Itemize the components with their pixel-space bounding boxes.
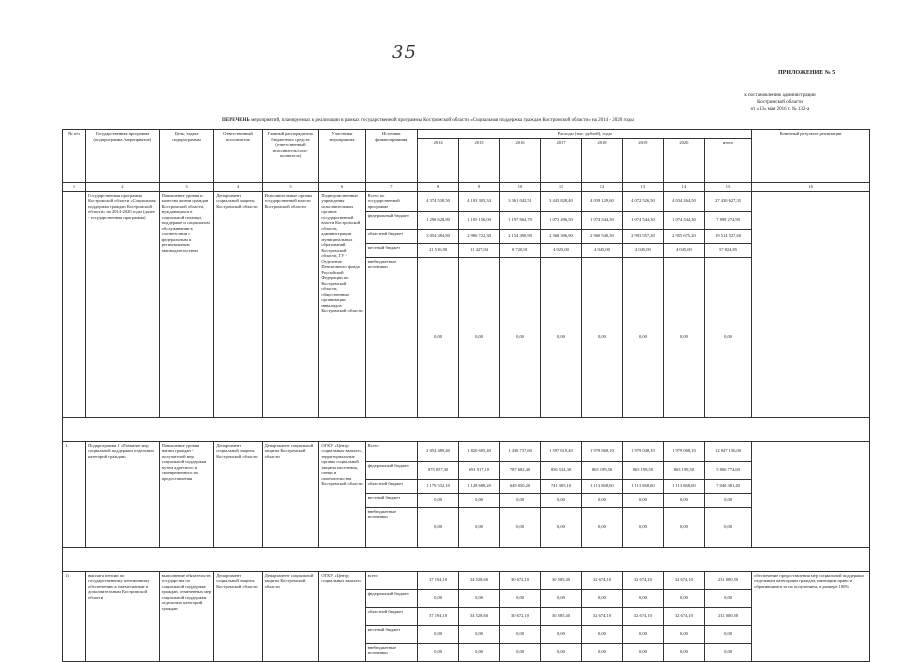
expense-value: 0,00 [541, 493, 582, 507]
column-number: 2 [86, 182, 160, 191]
expense-value: 0,00 [663, 493, 704, 507]
main-budget-manager: Департамент социальной защиты Костромской области [262, 571, 319, 661]
expense-value: 1 298 628,80 [418, 211, 459, 229]
program-goal: выполнение обязательств государства по социальной поддержке граждан, отмеченных мер социальной поддержки отдельных категорий граждан [159, 571, 214, 661]
expense-value: 2 955 675,20 [663, 229, 704, 243]
expense-value: 4 072 526,50 [622, 191, 663, 211]
row-number: 1. [63, 441, 86, 547]
expense-value: 1 597 619,40 [541, 441, 582, 461]
expense-value: 1 105 156,00 [459, 211, 500, 229]
header-year: 2017 [541, 138, 582, 182]
expense-value: 32 674,10 [581, 571, 622, 589]
expense-total: 19 514 527,60 [704, 229, 751, 243]
expense-value: 1 073 496,50 [541, 211, 582, 229]
expense-value: 0,00 [622, 589, 663, 607]
expense-total: 0,00 [704, 493, 751, 507]
final-result: обеспечение предоставления мер социальной поддержки отдельным категориям граждан, имеющим право и обратившимся за их получением, в размере 100% [752, 571, 870, 661]
expense-value: 0,00 [581, 643, 622, 661]
expense-value: 0,00 [581, 625, 622, 643]
expense-value: 0,00 [663, 643, 704, 661]
expense-value: 0,00 [500, 589, 541, 607]
column-number: 10 [500, 182, 541, 191]
title-bold: ПЕРЕЧЕНЬ [222, 118, 250, 123]
measure-participants: Подведомственные учреждения исполнительных органов государственной власти Костромской области, администрации муниципальных образований Костромской области, ГУ - Отделение Пенсионного фонда Российской Федерации по Костромской области, общественные организации инвалидов Костромской области [319, 191, 365, 417]
program-name: Подпрограмма 1 «Развитие мер социальной поддержки отдельных категорий граждан» [86, 441, 160, 547]
decree-line: Костромской области [757, 100, 803, 105]
expense-value: 21 516,90 [418, 243, 459, 257]
program-name: Государственная программа Костромской области «Социальная поддержка граждан Костромской области» на 2014-2020 годы (далее - государственная программа) [86, 191, 160, 417]
expense-value: 1 113 868,60 [581, 479, 622, 493]
funding-source: всего [365, 571, 418, 589]
responsible-executor: Департамент социальной защиты Костромской области [214, 191, 262, 417]
expense-value: 2 993 957,20 [622, 229, 663, 243]
expense-value: 1 979 048,10 [622, 441, 663, 461]
expense-total: 5 806 774,60 [704, 461, 751, 479]
funding-source: областной бюджет [365, 607, 418, 625]
measure-participants: ОГКУ «Центр социальных выплат», территориальные органы социальной защиты населения, опеки и попечительства Костромской области [319, 441, 365, 547]
column-number: 8 [418, 182, 459, 191]
expense-total: 0,00 [704, 507, 751, 547]
column-number: 13 [622, 182, 663, 191]
expense-value: 0,00 [500, 625, 541, 643]
header-year: 2016 [500, 138, 541, 182]
expense-value: 0,00 [500, 643, 541, 661]
funding-source: федеральный бюджет [365, 589, 418, 607]
expense-value: 787 682,40 [500, 461, 541, 479]
appendix-label: ПРИЛОЖЕНИЕ № 5 [778, 70, 836, 76]
responsible-executor: Департамент социальной защиты Костромской области [214, 571, 262, 661]
row-number [63, 191, 86, 417]
expense-value: 0,00 [418, 493, 459, 507]
expense-value: 0,00 [459, 493, 500, 507]
expense-value: 691 917,10 [459, 461, 500, 479]
expense-value: 0,00 [581, 257, 622, 417]
program-goal: Повышение уровня жизни граждан - получателей мер социальной поддержки путем адресного и своевременного их предоставления [159, 441, 214, 547]
table-row [63, 571, 870, 589]
expense-value: 0,00 [418, 625, 459, 643]
expense-total: 0,00 [704, 589, 751, 607]
expense-value: 1 979 068,10 [663, 441, 704, 461]
expense-value: 3 361 042,51 [500, 191, 541, 211]
expense-value: 856 534,30 [541, 461, 582, 479]
column-number: 6 [319, 182, 365, 191]
funding-source: внебюджетные источники [365, 643, 418, 661]
expense-total: 0,00 [704, 643, 751, 661]
expense-value: 0,00 [459, 643, 500, 661]
column-number: 9 [459, 182, 500, 191]
funding-source: областной бюджет [365, 479, 418, 493]
header-year: 2014 [418, 138, 459, 182]
final-result [752, 191, 870, 417]
expense-value: 1 074 544,30 [581, 211, 622, 229]
expense-value: 1 436 737,60 [500, 441, 541, 461]
expense-value: 0,00 [459, 507, 500, 547]
expense-value: 865 199,50 [663, 461, 704, 479]
expense-value: 4 045,00 [581, 243, 622, 257]
expense-total: 7 040 381,40 [704, 479, 751, 493]
expense-total: 231 000,50 [704, 607, 751, 625]
expense-value: 1 179 532,10 [418, 479, 459, 493]
expense-value: 865 199,50 [622, 461, 663, 479]
section-spacer [63, 417, 870, 441]
main-budget-manager: Исполнительные органы государственной власти Костромской области [262, 191, 319, 417]
header-year: 2020 [663, 138, 704, 182]
column-number: 3 [159, 182, 214, 191]
expense-value: 0,00 [622, 507, 663, 547]
expense-value: 0,00 [663, 589, 704, 607]
expense-value: 4 025,00 [541, 243, 582, 257]
expense-value: 0,00 [663, 257, 704, 417]
handwritten-page-number: 35 [392, 42, 417, 63]
final-result [752, 441, 870, 547]
expense-total: 0,00 [704, 257, 751, 417]
expense-value: 865 199,50 [581, 461, 622, 479]
expense-value: 0,00 [541, 507, 582, 547]
expense-total: 27 430 627,35 [704, 191, 751, 211]
expense-value: 1 113 868,60 [622, 479, 663, 493]
funding-source: местный бюджет [365, 625, 418, 643]
measure-participants: ОГКУ «Центр социальных выплат» [319, 571, 365, 661]
column-number: 1 [63, 182, 86, 191]
expense-value: 2 986 722,30 [459, 229, 500, 243]
funding-source: местный бюджет [365, 243, 418, 257]
responsible-executor: Департамент социальной защиты Костромской области [214, 441, 262, 547]
expense-value: 34 528,60 [459, 571, 500, 589]
expense-total: 231 000,50 [704, 571, 751, 589]
header-row [63, 130, 870, 139]
expense-value: 0,00 [581, 589, 622, 607]
expense-total: 0,00 [704, 625, 751, 643]
expense-value: 0,00 [418, 507, 459, 547]
program-goal: Повышение уровня и качества жизни граждан Костромской области, нуждающихся в социальной помощи, поддержке и социальном обслуживании в соответствии с федеральным и региональным законодательством [159, 191, 214, 417]
header-year: 2015 [459, 138, 500, 182]
header-year: 2019 [622, 138, 663, 182]
funding-source: областной бюджет [365, 229, 418, 243]
expense-total: 57 824,85 [704, 243, 751, 257]
document-title [222, 118, 634, 123]
expense-value: 1 113 868,60 [663, 479, 704, 493]
funding-source: Всего по государственной программе [365, 191, 418, 211]
expense-value: 30 585,40 [541, 571, 582, 589]
expense-value: 649 050,20 [500, 479, 541, 493]
expense-value: 4 374 530,50 [418, 191, 459, 211]
expense-value: 1 820 605,40 [459, 441, 500, 461]
expense-value: 4 045,00 [622, 243, 663, 257]
header-main-manager: Главный распорядитель бюджетных средств (ответственный исполнитель/соис-полнитель) [262, 130, 319, 183]
expense-value: 4 045,00 [663, 243, 704, 257]
expense-value: 1 074 544,30 [622, 211, 663, 229]
title-text: мероприятий, планируемых к реализации в рамках государственной программы Костромской области «Социальная поддержка граждан Костромской области» на 2014 - 2020 годы [251, 118, 634, 123]
measures-table-wrapper [62, 129, 870, 655]
decree-line: к постановлению администрации [744, 93, 816, 98]
expense-value: 0,00 [418, 643, 459, 661]
header-result: Конечный результат реализации [752, 130, 870, 183]
measures-table [62, 129, 870, 662]
column-number: 7 [365, 182, 418, 191]
header-participants: Участники мероприятия [319, 130, 365, 183]
expense-value: 37 194,10 [418, 571, 459, 589]
expense-value: 0,00 [622, 257, 663, 417]
header-goal: Цель, задача подпрограммы [159, 130, 214, 183]
expense-value: 0,00 [663, 507, 704, 547]
expense-value: 0,00 [541, 643, 582, 661]
expense-value: 0,00 [541, 257, 582, 417]
table-row [63, 191, 870, 211]
spacer-cell [63, 417, 870, 441]
expense-value: 0,00 [541, 589, 582, 607]
expense-value: 1 978 868,10 [581, 441, 622, 461]
expense-value: 0,00 [581, 493, 622, 507]
expense-value: 0,00 [581, 507, 622, 547]
expense-value: 32 674,10 [581, 607, 622, 625]
expense-value: 32 674,10 [663, 607, 704, 625]
expense-total: 7 898 274,90 [704, 211, 751, 229]
expense-value: 0,00 [622, 625, 663, 643]
expense-value: 8 720,91 [500, 243, 541, 257]
expense-value: 2 054 489,40 [418, 441, 459, 461]
decree-line: от «13» мая 2016 г. № 132-а [750, 107, 810, 112]
expense-value: 2 368 306,90 [541, 229, 582, 243]
funding-source: внебюджетные источники [365, 507, 418, 547]
expense-value: 0,00 [418, 257, 459, 417]
column-number: 12 [581, 182, 622, 191]
expense-value: 2 154 490,90 [500, 229, 541, 243]
expense-value: 4 103 305,34 [459, 191, 500, 211]
expense-value: 0,00 [541, 625, 582, 643]
expense-value: 1 128 688,20 [459, 479, 500, 493]
table-row [63, 441, 870, 461]
column-number-row [63, 182, 870, 191]
expense-value: 37 194,10 [418, 607, 459, 625]
row-number: 1) [63, 571, 86, 661]
expense-value: 32 674,10 [622, 607, 663, 625]
header-num: № п/п [63, 130, 86, 183]
expense-value: 2 960 540,30 [581, 229, 622, 243]
header-program: Государственная программа (подпрограмма /мероприятие) [86, 130, 160, 183]
column-number: 4 [214, 182, 262, 191]
expense-value: 30 585,40 [541, 607, 582, 625]
column-number: 11 [541, 182, 582, 191]
expense-value: 34 528,60 [459, 607, 500, 625]
main-budget-manager: Департамент социальной защиты Костромской области [262, 441, 319, 547]
expense-value: 1 074 544,30 [663, 211, 704, 229]
column-number: 16 [752, 182, 870, 191]
column-number: 14 [663, 182, 704, 191]
expense-value: 32 674,10 [622, 571, 663, 589]
expense-value: 32 674,10 [663, 571, 704, 589]
expense-value: 3 054 384,80 [418, 229, 459, 243]
expense-value: 0,00 [622, 643, 663, 661]
funding-source: федеральный бюджет [365, 211, 418, 229]
expense-value: 0,00 [500, 257, 541, 417]
expense-value: 4 039 129,60 [581, 191, 622, 211]
expense-value: 1 197 864,70 [500, 211, 541, 229]
program-name: выплата пенсии по государственному пенсионному обеспечению к ежемесячным и дополнительным Костромской области [86, 571, 160, 661]
header-funding: Источник финансирования [365, 130, 418, 183]
expense-value: 30 672,10 [500, 607, 541, 625]
expense-value: 11 427,04 [459, 243, 500, 257]
expense-value: 0,00 [663, 625, 704, 643]
funding-source: федеральный бюджет [365, 461, 418, 479]
expense-value: 0,00 [459, 589, 500, 607]
expense-value: 0,00 [622, 493, 663, 507]
expense-value: 875 057,30 [418, 461, 459, 479]
funding-source: местный бюджет [365, 493, 418, 507]
funding-source: внебюджетные источники [365, 257, 418, 417]
header-year: 2018 [581, 138, 622, 182]
header-executor: Ответственный исполнитель [214, 130, 262, 183]
expense-value: 0,00 [418, 589, 459, 607]
expense-value: 3 443 828,40 [541, 191, 582, 211]
section-spacer [63, 547, 870, 571]
expense-total: 12 847 156,00 [704, 441, 751, 461]
column-number: 15 [704, 182, 751, 191]
expense-value: 0,00 [459, 625, 500, 643]
expense-value: 30 672,10 [500, 571, 541, 589]
expense-value: 0,00 [500, 507, 541, 547]
expense-value: 741 305,10 [541, 479, 582, 493]
expense-value: 0,00 [459, 257, 500, 417]
expense-value: 0,00 [500, 493, 541, 507]
decree-reference [725, 92, 835, 113]
funding-source: Всего [365, 441, 418, 461]
header-year-total: итого [704, 138, 751, 182]
spacer-cell [63, 547, 870, 571]
expense-value: 4 034 264,50 [663, 191, 704, 211]
column-number: 5 [262, 182, 319, 191]
header-expenses: Расходы (тыс. рублей), годы [418, 130, 752, 139]
